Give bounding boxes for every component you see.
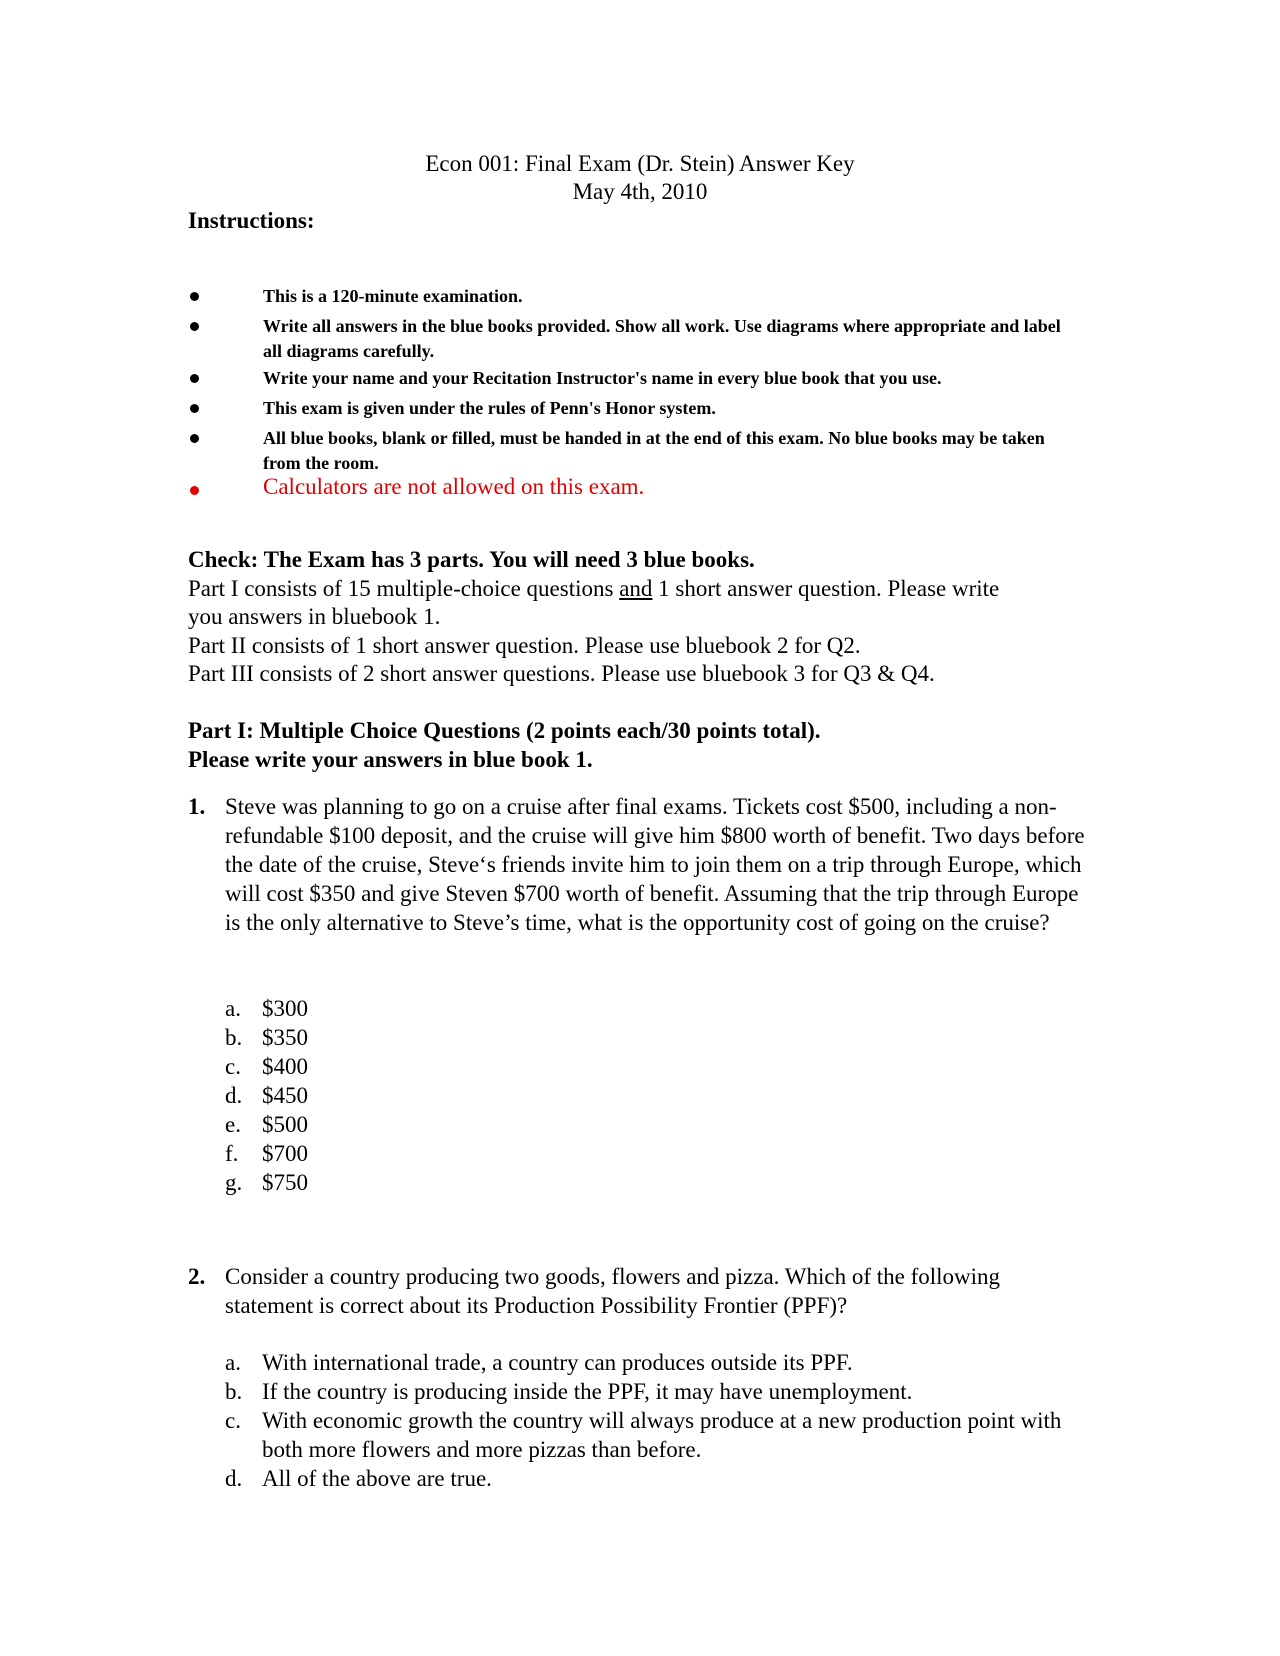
check-section bbox=[188, 546, 1088, 689]
option-item bbox=[225, 1110, 1085, 1139]
check-part1-text: Part I consists of 15 multiple-choice questions bbox=[188, 575, 614, 601]
bullet-icon bbox=[190, 292, 199, 301]
option-text: With economic growth the country will always produce at a new production point with both more flowers and more pizzas than before. bbox=[262, 1408, 1062, 1462]
option-letter: b. bbox=[225, 1379, 243, 1404]
option-text: $700 bbox=[262, 1141, 308, 1166]
option-letter: d. bbox=[225, 1466, 243, 1491]
bullet-icon bbox=[190, 486, 199, 495]
option-text: $450 bbox=[262, 1083, 308, 1108]
option-letter: d. bbox=[225, 1083, 243, 1108]
option-text: If the country is producing inside the PPF, it may have unemployment. bbox=[262, 1379, 913, 1404]
document-date: May 4th, 2010 bbox=[572, 179, 708, 204]
instruction-text: Write your name and your Recitation Instructor's name in every blue book that you use. bbox=[263, 368, 942, 388]
option-item bbox=[225, 1052, 1085, 1081]
bullet-icon bbox=[190, 434, 199, 443]
instruction-text: This exam is given under the rules of Penn's Honor system. bbox=[263, 398, 716, 418]
option-text: All of the above are true. bbox=[262, 1466, 492, 1491]
option-item bbox=[225, 1377, 1085, 1406]
instruction-text: All blue books, blank or filled, must be handed in at the end of this exam. No blue books may be taken from the room. bbox=[263, 428, 1045, 473]
check-part3-line: Part III consists of 2 short answer questions. Please use bluebook 3 for Q3 & Q4. bbox=[188, 661, 935, 687]
option-item bbox=[225, 1081, 1085, 1110]
document-title: Econ 001: Final Exam (Dr. Stein) Answer Key bbox=[425, 151, 855, 176]
option-letter: e. bbox=[225, 1112, 241, 1137]
check-part2-line: Part II consists of 1 short answer question. Please use bluebook 2 for Q2. bbox=[188, 632, 861, 658]
check-part1-text-cont: 1 short answer question. Please write bbox=[658, 575, 1000, 601]
option-item bbox=[225, 1464, 1085, 1493]
question-text: Steve was planning to go on a cruise after final exams. Tickets cost $500, including a non-refundable $100 deposit, and the cruise will give him $800 worth of benefit. Two days before the date of the cruise, Steve‘s friends invite him to join them on a trip through Europe, which will cost $350 and give Steven $700 worth of benefit. Assuming that the trip through Europe is the only alternative to Steve’s time, what is the opportunity cost of going on the cruise? bbox=[225, 794, 1085, 935]
option-text: $350 bbox=[262, 1025, 308, 1050]
instruction-text-calculators: Calculators are not allowed on this exam. bbox=[263, 474, 645, 499]
option-item bbox=[225, 1168, 1085, 1197]
instructions-heading: Instructions: bbox=[188, 208, 315, 233]
check-heading: Check: The Exam has 3 parts. You will need 3 blue books. bbox=[188, 547, 755, 572]
option-text: $300 bbox=[262, 996, 308, 1021]
bullet-icon bbox=[190, 404, 199, 413]
option-item bbox=[225, 994, 1085, 1023]
bullet-icon bbox=[190, 322, 199, 331]
option-letter: a. bbox=[225, 996, 241, 1021]
question-number: 2. bbox=[188, 1264, 206, 1289]
check-part1-line2: you answers in bluebook 1. bbox=[188, 604, 441, 630]
check-part1-and: and bbox=[619, 575, 653, 601]
option-letter: a. bbox=[225, 1350, 241, 1375]
option-item bbox=[225, 1406, 1085, 1464]
option-letter: f. bbox=[225, 1141, 239, 1166]
question-1 bbox=[188, 792, 1088, 1195]
option-item bbox=[225, 1139, 1085, 1168]
option-text: With international trade, a country can produces outside its PPF. bbox=[262, 1350, 853, 1375]
part-one-header bbox=[188, 716, 1088, 774]
part-one-subheading: Please write your answers in blue book 1. bbox=[188, 747, 593, 772]
bullet-icon bbox=[190, 374, 199, 383]
option-letter: c. bbox=[225, 1408, 241, 1433]
instruction-text: This is a 120-minute examination. bbox=[263, 286, 523, 306]
option-text: $750 bbox=[262, 1170, 308, 1195]
option-item bbox=[225, 1023, 1085, 1052]
question-1-options bbox=[225, 994, 1085, 1197]
option-letter: c. bbox=[225, 1054, 241, 1079]
instruction-text: Write all answers in the blue books provided. Show all work. Use diagrams where appropriate and label all diagrams carefully. bbox=[263, 316, 1061, 361]
question-text: Consider a country producing two goods, flowers and pizza. Which of the following statement is correct about its Production Possibility Frontier (PPF)? bbox=[225, 1264, 1001, 1318]
question-2 bbox=[188, 1262, 1088, 1512]
option-text: $400 bbox=[262, 1054, 308, 1079]
question-2-options bbox=[225, 1348, 1085, 1493]
check-part1-line bbox=[188, 575, 1088, 604]
question-number: 1. bbox=[188, 794, 206, 819]
option-letter: g. bbox=[225, 1170, 243, 1195]
part-one-heading: Part I: Multiple Choice Questions (2 points each/30 points total). bbox=[188, 718, 821, 743]
option-letter: b. bbox=[225, 1025, 243, 1050]
option-item bbox=[225, 1348, 1085, 1377]
option-text: $500 bbox=[262, 1112, 308, 1137]
